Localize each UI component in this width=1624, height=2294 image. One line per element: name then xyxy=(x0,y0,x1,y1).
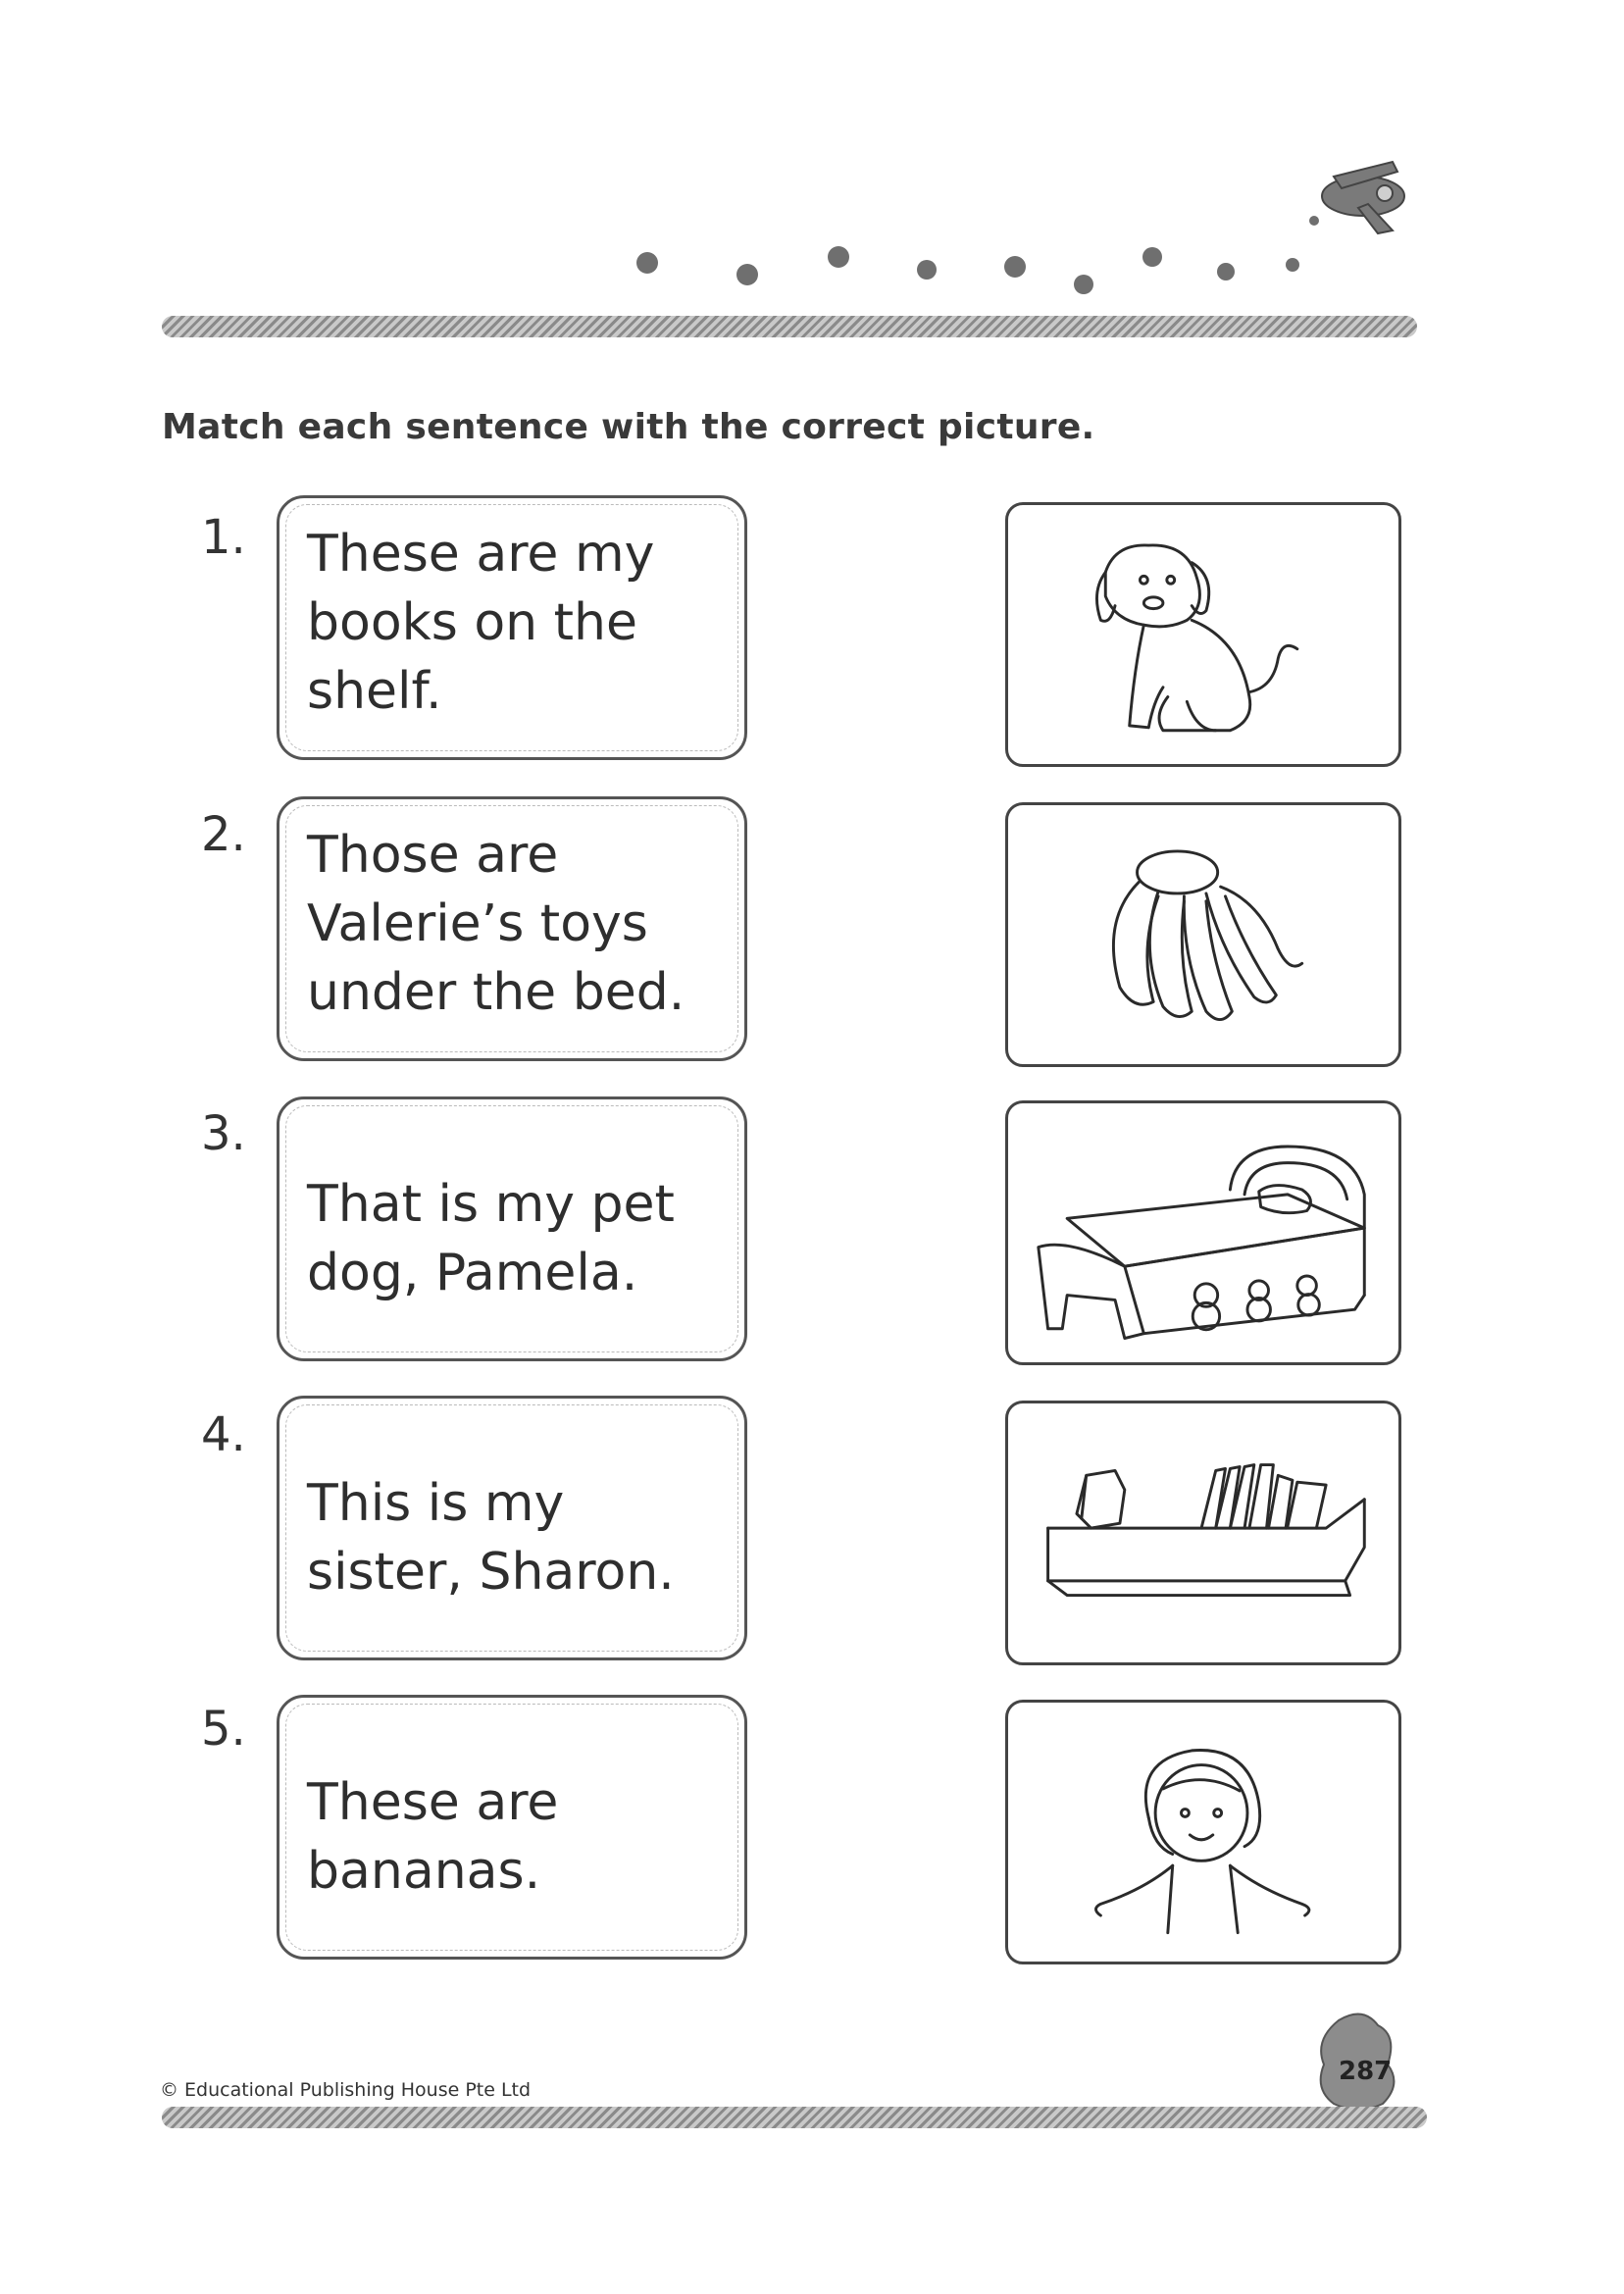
picture-card-bananas[interactable] xyxy=(1005,802,1401,1067)
picture-card-dog[interactable] xyxy=(1005,502,1401,767)
item-number: 5. xyxy=(201,1702,246,1757)
instruction-text: Match each sentence with the correct picture. xyxy=(162,407,1095,447)
item-number: 4. xyxy=(201,1407,246,1462)
item-number: 2. xyxy=(201,807,246,862)
sentence-text: These are my books on the shelf. xyxy=(307,525,655,721)
sentence-text: These are bananas. xyxy=(307,1773,559,1901)
sentence-text: Those are Valerie’s toys under the bed. xyxy=(307,826,685,1022)
flower-trail xyxy=(636,216,1319,294)
sentence-card[interactable] xyxy=(277,1396,747,1660)
sentence-card[interactable] xyxy=(277,495,747,760)
dog-icon xyxy=(1008,505,1398,764)
picture-card-bookshelf[interactable] xyxy=(1005,1401,1401,1665)
sentence-text: This is my sister, Sharon. xyxy=(307,1474,675,1602)
item-number: 1. xyxy=(201,510,246,565)
bed-with-toys-icon xyxy=(1008,1103,1398,1362)
item-number: 3. xyxy=(201,1106,246,1161)
girl-icon xyxy=(1008,1703,1398,1962)
airplane-icon xyxy=(1322,162,1404,233)
bookshelf-icon xyxy=(1008,1403,1398,1662)
copyright-text: © Educational Publishing House Pte Ltd xyxy=(160,2079,532,2101)
sentence-card[interactable] xyxy=(277,796,747,1061)
sentence-card[interactable] xyxy=(277,1096,747,1361)
bananas-icon xyxy=(1008,805,1398,1064)
picture-card-bed[interactable] xyxy=(1005,1100,1401,1365)
page-number: 287 xyxy=(1339,2057,1393,2086)
bottom-rope-divider xyxy=(162,2107,1427,2128)
sentence-text: That is my pet dog, Pamela. xyxy=(307,1175,675,1302)
picture-card-girl[interactable] xyxy=(1005,1700,1401,1964)
sentence-card[interactable] xyxy=(277,1695,747,1960)
top-rope-divider xyxy=(162,316,1417,337)
